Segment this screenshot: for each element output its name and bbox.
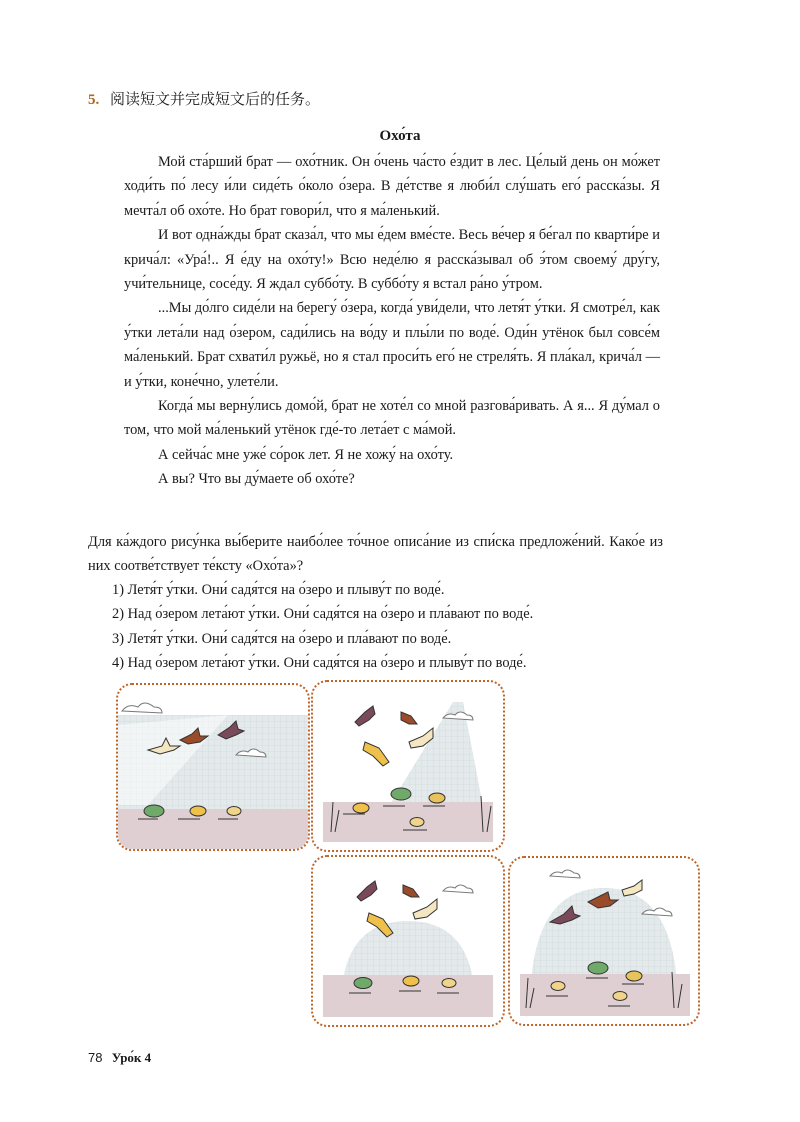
duck-icon (227, 807, 241, 816)
story-title: Охо́та (379, 128, 421, 144)
option-3[interactable]: 3) Летя́т у́тки. Они́ садя́тся на о́зеро и пла́вают по воде́. (112, 630, 452, 647)
cloud-icon (550, 870, 580, 878)
duck-icon (410, 818, 424, 827)
picture-c[interactable] (311, 855, 505, 1027)
lesson-label: Уро́к 4 (111, 1050, 152, 1065)
page-footer (88, 1050, 151, 1066)
duck-icon (429, 793, 445, 803)
duck-icon (354, 978, 372, 989)
duck-icon (144, 805, 164, 817)
duck-icon (403, 976, 419, 986)
story-paragraph: А вы? Что вы ду́маете об охо́те? (158, 471, 355, 488)
bird-icon (357, 881, 377, 901)
story-text (124, 150, 660, 492)
picture-a-illustration (118, 685, 308, 849)
duck-icon (551, 982, 565, 991)
option-1[interactable]: 1) Летя́т у́тки. Они́ садя́тся на о́зеро и плыву́т по воде́. (112, 582, 445, 598)
bird-icon (355, 706, 375, 726)
duck-icon (588, 962, 608, 974)
task-instruction: 阅读短文并完成短文后的任务。 (110, 90, 321, 108)
option-4[interactable]: 4) Над о́зером лета́ют у́тки. Они́ садя́тся на о́зеро и плыву́т по воде́. (112, 655, 527, 672)
story-paragraph: ...Мы до́лго сиде́ли на берегу́ о́зера, когда́ уви́дели, что летя́т у́тки. Я смотре́л, как у́тки лета́ли над о́зером, сади́лись на во́ду и плы́ли по воде́. Оди́н утёнок был совсе́м ма́ленький. Брат схвати́л ружьё, но я стал проси́ть его́ не стреля́ть. Я пла́кал, крича́л — и у́тки, коне́чно, улете́ли. (124, 300, 660, 390)
page-number: 78 (88, 1050, 103, 1065)
duck-icon (442, 979, 456, 988)
bird-icon (622, 880, 642, 896)
story-paragraph: Мой ста́рший брат — охо́тник. Он о́чень ча́сто е́здит в лес. Це́лый день он мо́жет ходи́ть по́ лесу и́ли сиде́ть о́коло о́зера. В де́тстве я люби́л слу́шать его́ расска́зы. Я мечта́л об охо́те. Но брат говори́л, что я ма́ленький. (124, 154, 660, 219)
bird-icon (401, 712, 417, 724)
duck-icon (353, 803, 369, 813)
bird-icon (403, 885, 419, 897)
duck-icon (626, 971, 642, 981)
question-text: Для ка́ждого рису́нка вы́берите наибо́лее то́чное описа́ние из спи́ска предложе́ний. Како́е из них соотве́тствует те́ксту «Охо́та»? (88, 534, 663, 575)
story-paragraph: И вот одна́жды брат сказа́л, что мы е́дем вме́сте. Весь ве́чер я бе́гал по кварти́ре и крича́л: «Ура́!.. Я е́ду на охо́ту!» Всю неде́лю я расска́зывал об э́том своему́ дру́гу, учи́тельнице, сосе́ду. Я ждал суббо́ту. В суббо́ту я встал ра́но у́тром. (124, 227, 660, 293)
story-paragraph: А сейча́с мне уже́ со́рок лет. Я не хожу́ на охо́ту. (158, 446, 454, 463)
option-2[interactable]: 2) Над о́зером лета́ют у́тки. Они́ садя́тся на о́зеро и пла́вают по воде́. (112, 606, 534, 623)
cloud-icon (443, 885, 473, 893)
picture-d-illustration (510, 858, 698, 1024)
task-header (88, 88, 320, 109)
duck-icon (391, 788, 411, 800)
duck-icon (190, 806, 206, 816)
duck-icon (613, 992, 627, 1001)
picture-d[interactable] (508, 856, 700, 1026)
cloud-icon (122, 703, 162, 713)
options-list (112, 578, 533, 676)
bird-icon (413, 899, 437, 919)
picture-b[interactable] (311, 680, 505, 852)
picture-a[interactable] (116, 683, 310, 851)
picture-b-illustration (313, 682, 503, 850)
picture-c-illustration (313, 857, 503, 1025)
bird-icon (363, 742, 389, 766)
story-paragraph: Когда́ мы верну́лись домо́й, брат не хоте́л со мной разгова́ривать. А я... Я ду́мал о том, что мой ма́ленький утёнок где́-то лета́ет с ма́мой. (124, 398, 660, 439)
task-number: 5. (88, 92, 100, 108)
